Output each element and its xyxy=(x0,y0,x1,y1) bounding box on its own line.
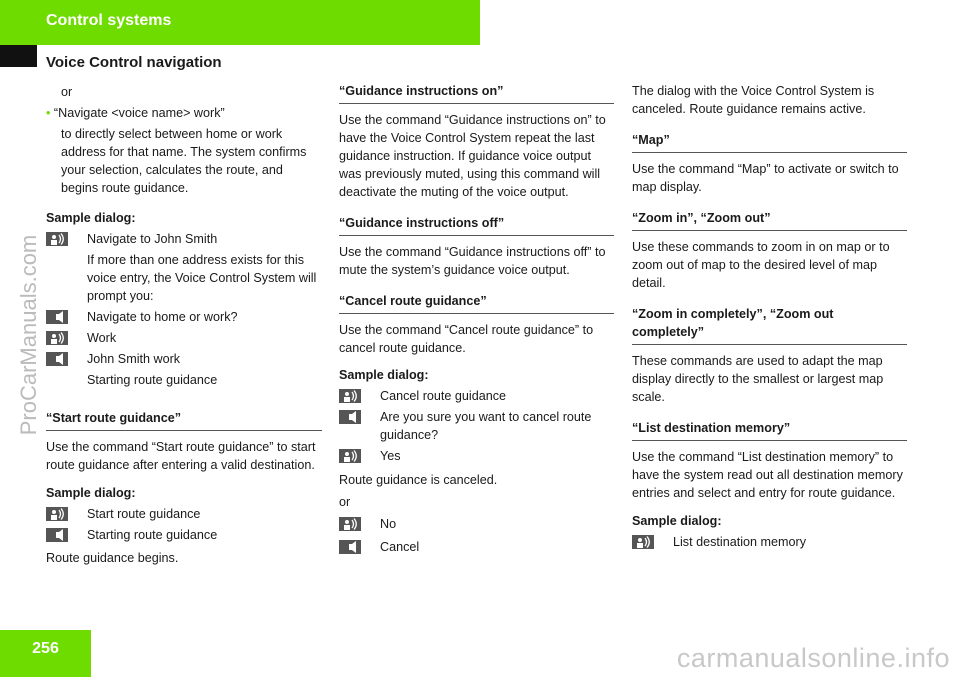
dialog-line: Cancel route guidance xyxy=(339,387,614,405)
bullet-icon: • xyxy=(46,106,51,120)
text-or: or xyxy=(61,85,73,99)
sample-heading: Sample dialog: xyxy=(46,486,136,500)
dialog-line: No xyxy=(339,515,614,533)
system-speaker-icon xyxy=(46,528,68,542)
text-or: or xyxy=(339,495,351,509)
dialog-line: John Smith work xyxy=(46,350,322,368)
system-speaker-icon xyxy=(46,352,68,366)
item-description: to directly select between home or work address for that name. The system confirms your selection, calculates the route, and begins route guidance. xyxy=(61,127,307,195)
dialog-line: Yes xyxy=(339,447,614,465)
dialog-note: If more than one address exists for this voice entry, the Voice Control System will prompt you: xyxy=(87,253,317,303)
dialog-line: Navigate to John Smith xyxy=(46,230,322,248)
system-speaker-icon xyxy=(46,310,68,324)
dialog-line: Are you sure you want to cancel route guidance? xyxy=(339,408,614,444)
sample-heading: Sample dialog: xyxy=(46,211,136,225)
section-heading: “Start route guidance” xyxy=(46,409,322,431)
header-marker xyxy=(0,45,37,67)
footer-watermark: carmanualsonline.info xyxy=(676,643,950,673)
dialog-note: Starting route guidance xyxy=(87,373,218,387)
section-text: Use the command “Map” to activate or switch to map display. xyxy=(632,162,899,194)
speak-icon xyxy=(46,232,68,246)
column-1 xyxy=(46,83,322,567)
section-title: Control systems xyxy=(46,12,172,29)
section-text: Use the command “List destination memory” to have the system read out all destination memory entries and select and entry for route guidance. xyxy=(632,450,903,500)
section-text: Use the command “Start route guidance” to start route guidance after entering a valid destination. xyxy=(46,440,316,472)
column-2 xyxy=(339,82,614,556)
section-text: Use these commands to zoom in on map or to zoom out of map to the desired level of map detail. xyxy=(632,240,890,290)
section-heading: “Cancel route guidance” xyxy=(339,292,614,314)
header-bar xyxy=(0,0,480,45)
speak-icon xyxy=(339,449,361,463)
dialog-line: Navigate to home or work? xyxy=(46,308,322,326)
system-speaker-icon xyxy=(339,540,361,554)
watermark: ProCarManuals.com xyxy=(16,234,41,436)
dialog-line: Cancel xyxy=(339,538,614,556)
section-heading: “Guidance instructions on” xyxy=(339,82,614,104)
column-3 xyxy=(632,82,907,551)
speak-icon xyxy=(46,331,68,345)
speak-icon xyxy=(339,389,361,403)
section-text: Use the command “Cancel route guidance” to cancel route guidance. xyxy=(339,323,594,355)
section-heading: “Guidance instructions off” xyxy=(339,214,614,236)
section-text: These commands are used to adapt the map display directly to the smallest or largest map scale. xyxy=(632,354,884,404)
section-text: Route guidance begins. xyxy=(46,551,179,565)
page-number: 256 xyxy=(32,640,59,657)
section-heading: “Zoom in”, “Zoom out” xyxy=(632,209,907,231)
section-text: Route guidance is canceled. xyxy=(339,473,498,487)
page-number-box xyxy=(0,630,91,677)
section-text: Use the command “Guidance instructions off” to mute the system’s guidance voice output. xyxy=(339,245,606,277)
section-text: The dialog with the Voice Control System is canceled. Route guidance remains active. xyxy=(632,84,875,116)
speak-icon xyxy=(632,535,654,549)
page-subtitle: Voice Control navigation xyxy=(46,54,222,71)
speak-icon xyxy=(339,517,361,531)
sample-heading: Sample dialog: xyxy=(339,368,429,382)
section-heading: “Map” xyxy=(632,131,907,153)
dialog-line: Start route guidance xyxy=(46,505,322,523)
section-text: Use the command “Guidance instructions on” to have the Voice Control System repeat the last guidance instruction. If guidance voice output was previously muted, using this command will deactivate the muting of the voice output. xyxy=(339,113,606,199)
dialog-line: Work xyxy=(46,329,322,347)
section-heading: “List destination memory” xyxy=(632,419,907,441)
dialog-line: List destination memory xyxy=(632,533,907,551)
section-heading: “Zoom in completely”, “Zoom out completely” xyxy=(632,305,907,345)
speak-icon xyxy=(46,507,68,521)
system-speaker-icon xyxy=(339,410,361,424)
sample-heading: Sample dialog: xyxy=(632,514,722,528)
list-item: • “Navigate <voice name> work” xyxy=(46,106,225,120)
dialog-line: Starting route guidance xyxy=(46,526,322,544)
